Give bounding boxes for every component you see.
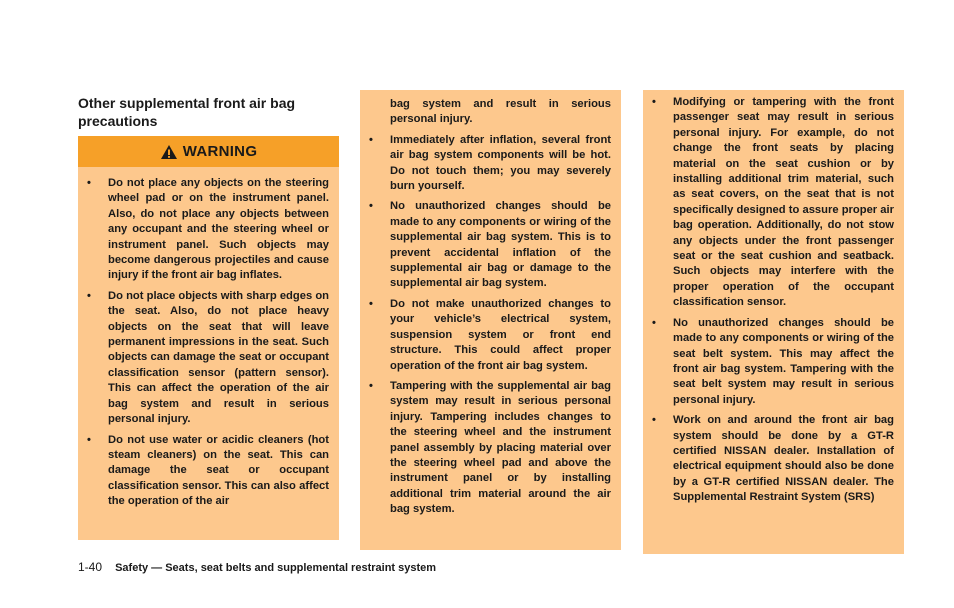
warning-banner	[78, 136, 339, 167]
warning-item: • Immediately after inflation, several front air bag system components will be hot. Do not touch them; you may severely burn yourself.	[390, 133, 611, 195]
warning-item: • Do not make unauthorized changes to your vehicle’s electrical system, suspension system or front end structure. This could affect proper operation of the front air bag system.	[390, 297, 611, 374]
warning-column-1	[78, 167, 339, 540]
warning-item: • Work on and around the front air bag system should be done by a GT-R certified NISSAN dealer. Installation of electrical equipment should also be done by a GT-R certified NISSAN dealer. The Supplemental Restraint System (SRS)	[673, 413, 894, 505]
warning-item: • Do not place any objects on the steering wheel pad or on the instrument panel. Also, do not place any objects between any occupant and the steering wheel or instrument panel. Such objects may become dangerous projectiles and cause injury if the front air bag inflates.	[108, 176, 329, 284]
warning-column-3	[643, 90, 904, 554]
chapter-title: Safety — Seats, seat belts and supplemental restraint system	[115, 562, 437, 574]
warning-item: • No unauthorized changes should be made to any components or wiring of the supplemental air bag system. This is to prevent accidental inflation of the supplemental air bag or damage to the supplemental air bag system.	[390, 199, 611, 291]
warning-triangle-icon	[160, 144, 178, 160]
warning-item: • Tampering with the supplemental air bag system may result in serious personal injury. Tampering includes changes to the steering wheel and the instrument panel assembly by placing material over the steering wheel pad and above the instrument panel or by installing additional trim material around the air bag system.	[390, 379, 611, 518]
warning-item: • Do not place objects with sharp edges on the seat. Also, do not place heavy objects on the seat that will leave permanent impressions in the seat. Such objects can damage the seat or occupant classification sensor (pattern sensor). This can affect the operation of the air bag system and result in serious personal injury.	[108, 289, 329, 428]
section-heading: Other supplemental front air bag precautions	[78, 95, 296, 129]
warning-column-2	[360, 90, 621, 550]
warning-item-continued: bag system and result in serious personal injury.	[390, 98, 611, 126]
warning-item: • Modifying or tampering with the front passenger seat may result in serious personal injury. For example, do not change the front seats by placing material on the seat cushion or by installing additional trim material, such as seat covers, on the seat that is not specifically designed to assure proper air bag operation. Additionally, do not stow any objects under the front passenger seat or the seat cushion and seatback. Such objects may interfere with the proper operation of the occupant classification sensor.	[673, 95, 894, 311]
warning-label: WARNING	[182, 143, 258, 160]
warning-item: • Do not use water or acidic cleaners (hot steam cleaners) on the seat. This can damage the seat or occupant classification sensor. This can also affect the operation of the air	[108, 433, 329, 510]
warning-item: • No unauthorized changes should be made to any components or wiring of the seat belt system. This may affect the front air bag system. Tampering with the seat belt system may result in serious personal injury.	[673, 316, 894, 408]
page-number: 1-40	[78, 560, 103, 574]
page-footer	[78, 560, 436, 574]
